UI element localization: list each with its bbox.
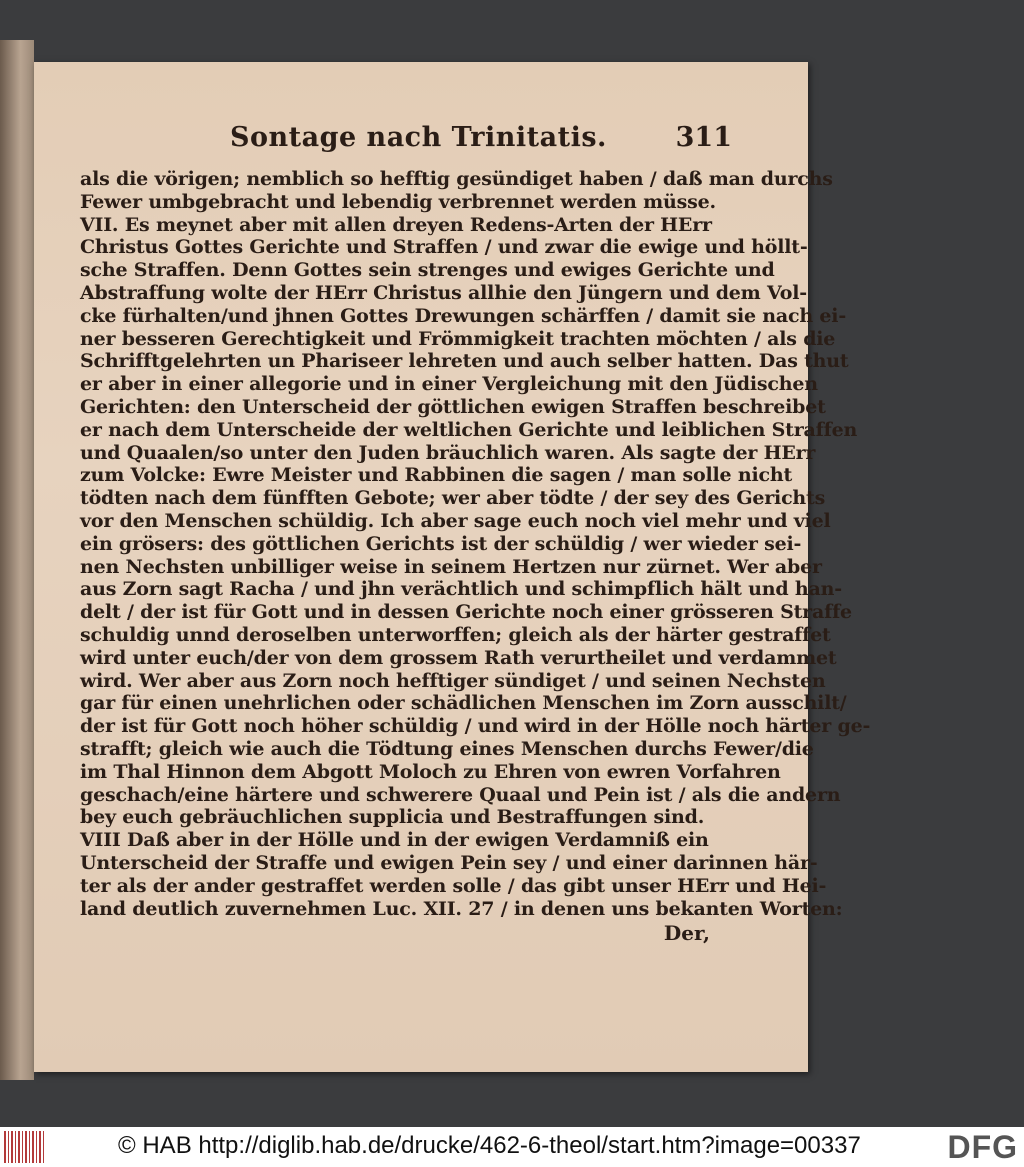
dfg-logo: DFG (947, 1129, 1018, 1165)
barcode-icon (4, 1131, 46, 1163)
text-line: ein grösers: des göttlichen Gerichts ist der schüldig / wer wieder sei- (80, 532, 802, 555)
text-line: wird. Wer aber aus Zorn noch hefftiger sündiget / und seinen Nechsten (80, 669, 826, 692)
text-line: ter als der ander gestraffet werden solle / das gibt unser HErr und Hei- (80, 874, 827, 897)
page-text (80, 122, 871, 946)
text-line: bey euch gebräuchlichen supplicia und Bestraffungen sind. (80, 806, 705, 829)
text-line: VIII Daß aber in der Hölle und in der ewigen Verdamniß ein (80, 829, 709, 852)
text-line: der ist für Gott noch höher schüldig / und wird in der Hölle noch härter ge- (80, 715, 871, 738)
text-line: schuldig unnd deroselben unterworffen; gleich als der härter gestraffet (80, 623, 831, 646)
text-line: VII. Es meynet aber mit allen dreyen Redens-Arten der HErr (80, 213, 712, 236)
text-line: geschach/eine härtere und schwerere Quaal und Pein ist / als die andern (80, 783, 841, 806)
text-line: er aber in einer allegorie und in einer Vergleichung mit den Jüdischen (80, 373, 818, 396)
text-line: Christus Gottes Gerichte und Straffen / und zwar die ewige und höllt- (80, 236, 808, 259)
text-line: nen Nechsten unbilliger weise in seinem Hertzen nur zürnet. Wer aber (80, 555, 822, 578)
text-body (80, 168, 871, 920)
text-line: Unterscheid der Straffe und ewigen Pein sey / und einer darinnen här- (80, 851, 818, 874)
page-header (80, 122, 732, 168)
text-line: strafft; gleich wie auch die Tödtung eines Menschen durchs Fewer/die (80, 737, 814, 760)
text-line: als die vörigen; nemblich so hefftig gesündiget haben / daß man durchs (80, 168, 833, 190)
text-line: vor den Menschen schüldig. Ich aber sage euch noch viel mehr und viel (80, 509, 831, 532)
text-line: Fewer umbgebracht und lebendig verbrennet werden müsse. (80, 190, 716, 213)
text-line: Abstraffung wolte der HErr Christus allhie den Jüngern und dem Vol- (80, 281, 807, 304)
text-line: zum Volcke: Ewre Meister und Rabbinen die sagen / man solle nicht (80, 464, 793, 487)
text-line: tödten nach dem fünfften Gebote; wer aber tödte / der sey des Gerichts (80, 487, 826, 510)
footer-bar (0, 1127, 1024, 1167)
copyright-link[interactable]: © HAB http://diglib.hab.de/drucke/462-6-theol/start.htm?image=00337 (118, 1132, 861, 1159)
text-line: aus Zorn sagt Racha / und jhn verächtlich und schimpflich hält und han- (80, 578, 842, 601)
left-page-edge (0, 40, 34, 1080)
running-title: Sontage nach Trinitatis. (230, 122, 607, 153)
text-line: land deutlich zuvernehmen Luc. XII. 27 / in denen uns bekanten Worten: (80, 897, 843, 920)
text-line: und Quaalen/so unter den Juden bräuchlich waren. Als sagte der HErr (80, 441, 816, 464)
catch-word: Der, (663, 921, 710, 946)
text-line: Schrifftgelehrten un Phariseer lehreten und auch selber hatten. Das thut (80, 350, 849, 373)
page-number: 311 (675, 122, 732, 153)
text-line: wird unter euch/der von dem grossem Rath verurtheilet und verdammet (80, 646, 837, 669)
text-line: sche Straffen. Denn Gottes sein strenges und ewiges Gerichte und (80, 259, 775, 282)
text-line: delt / der ist für Gott und in dessen Gerichte noch einer grösseren Straffe (80, 601, 852, 624)
text-line: gar für einen unehrlichen oder schädlichen Menschen im Zorn ausschilt/ (80, 692, 847, 715)
text-line: er nach dem Unterscheide der weltlichen Gerichte und leiblichen Straffen (80, 418, 858, 441)
book-page (34, 62, 871, 1072)
text-line: ner besseren Gerechtigkeit und Frömmigkeit trachten möchten / als die (80, 327, 836, 350)
text-line: im Thal Hinnon dem Abgott Moloch zu Ehren von ewren Vorfahren (80, 760, 781, 783)
text-line: cke fürhalten/und jhnen Gottes Drewungen schärffen / damit sie nach ei- (80, 304, 847, 327)
text-line: Gerichten: den Unterscheid der göttlichen ewigen Straffen beschreibet (80, 395, 826, 418)
